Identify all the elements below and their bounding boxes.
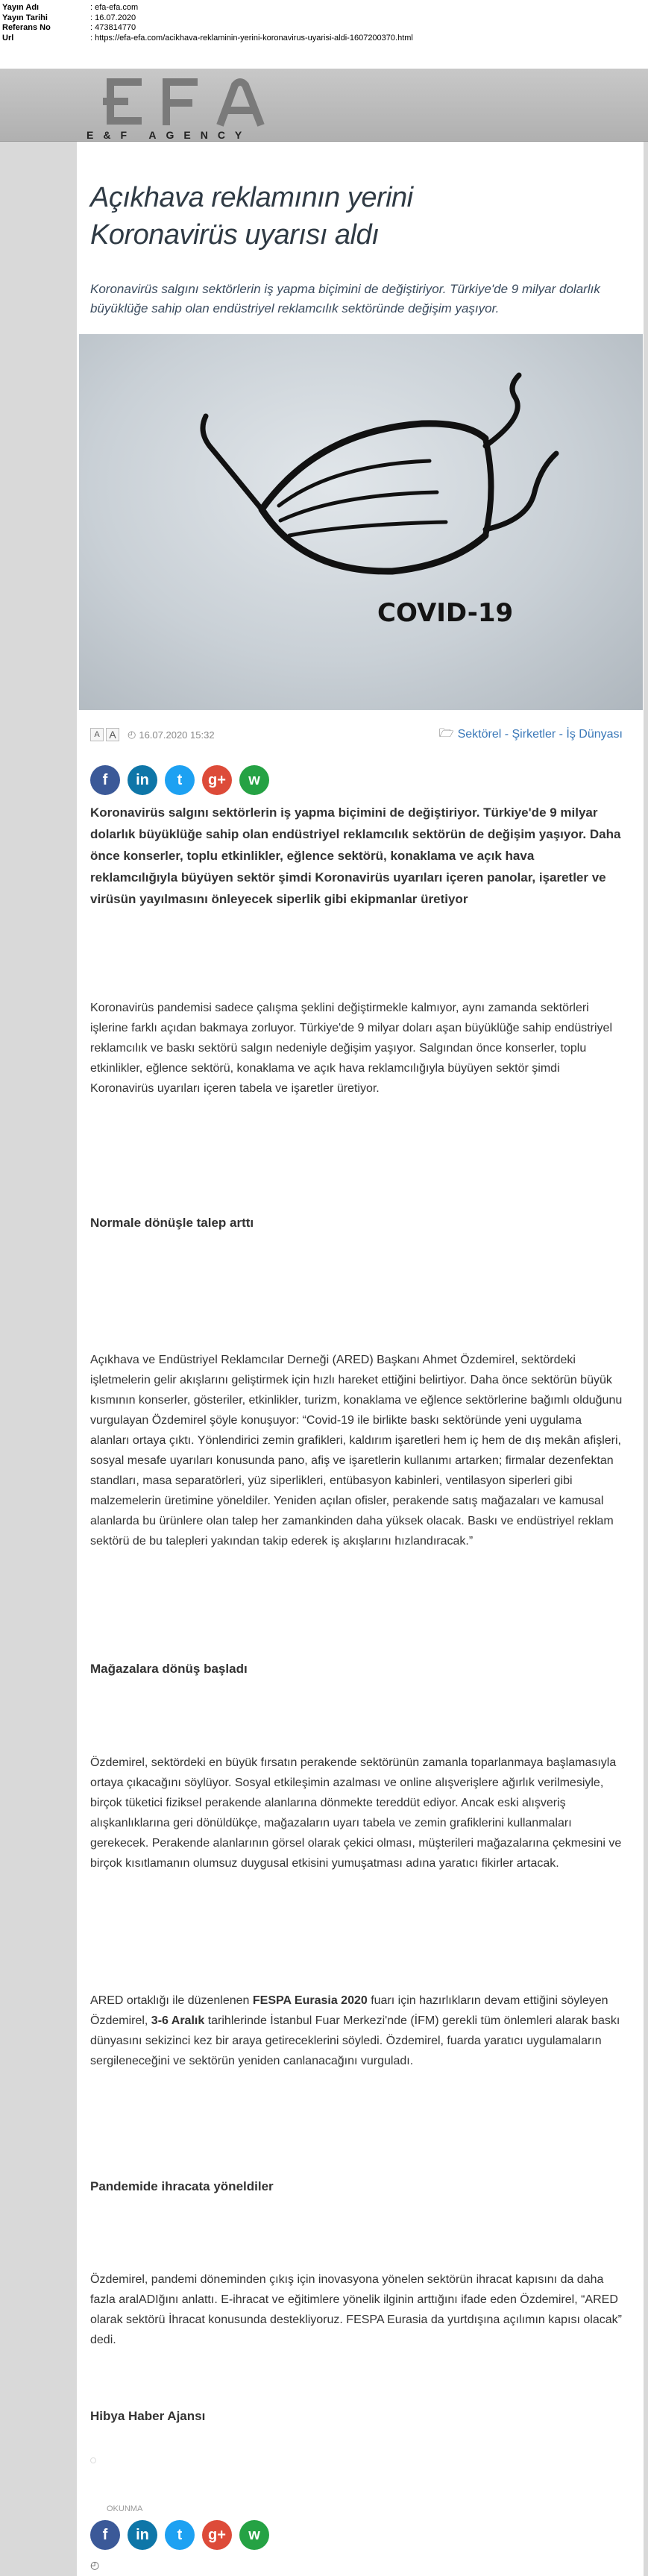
article-toolbar	[90, 723, 623, 746]
efa-logo-mark	[82, 69, 313, 142]
article-title	[90, 179, 623, 254]
covid-caption: COVID-19	[377, 598, 514, 628]
efa-logo[interactable]	[82, 69, 313, 142]
clock-icon: ◴	[90, 2559, 100, 2571]
category-link[interactable]	[439, 725, 623, 745]
twitter-share-button[interactable]	[165, 765, 195, 795]
whatsapp-share-button[interactable]	[239, 2520, 269, 2550]
category-text: Sektörel - Şirketler - İş Dünyası	[457, 728, 623, 741]
article-paragraph-2: Açıkhava ve Endüstriyel Reklamcılar Derneği (ARED) Başkanı Ahmet Özdemirel, sektördeki işletmelerin gelir akışlarını geliştirmek için hızlı hareket ettiğini belirtiyor. Daha önce sektörün büyük kısmının konserler, gösteriler, etkinlikler, turizm, konaklama ve eğlence sektörlerine bağımlı olduğunu vurgulayan Özdemirel şöyle konuşuyor: “Covid-19 ile birlikte baskı sektöründe yeni uygulama alanları ortaya çıktı. Yönlendirici zemin grafikleri, kaldırım işaretleri hem iç hem de dış mekân afişleri, sosyal mesafe uyarıları konusunda pano, afiş ve işaretlerin kullanımı artarken; firmalar dezenfektan standları, masa separatörleri, yüz siperlikleri, entübasyon kabinleri, ventilasyon siperleri gibi malzemelerin üretimine yöneldiler. Yeniden açılan ofisler, perakende satış mağazaları ve kamusal alanlarda bu ürünlere olan talep her zamankinden daha yüksek olacak. Baskı ve endüstriyel reklam sektörü de bu talepleri yakından takip ederek iş akışlarını hızlandıracak.”	[90, 1354, 623, 1548]
article-hero-image	[79, 334, 643, 710]
efa-tagline: E&F AGENCY	[86, 129, 252, 141]
p4-text-e: tarihlerinde İstanbul Fuar Merkezi'nde (İFM) gerekli tüm önlemleri alarak baskı dünyasını sekizinci kez bir araya getireceklerini söyledi. Özdemirel, fuarda yaratıcı uygulamaların sergileneceğini ve sektörün yeniden canlanacağını vurguladı.	[90, 2014, 620, 2067]
twitter-share-button[interactable]	[165, 2520, 195, 2550]
title-line-2: Koronavirüs uyarısı aldı	[90, 219, 380, 251]
facebook-icon: f	[102, 771, 108, 788]
googleplus-share-button[interactable]	[202, 765, 232, 795]
article-paragraph-3: Özdemirel, sektördeki en büyük fırsatın perakende sektörünün zamanla toparlanmaya başlamasıyla ortaya çıkacağını söylüyor. Sosyal etkileşimin azalması ve online alışverişlere ağırlık verilmesiyle, birçok tüketici fiziksel perakende alanlarına dönmekte tereddüt ediyor. Ancak eski alışveriş alışkanlıklarına geri dönüldükçe, mağazaların uyarı tabela ve zemin grafiklerini kullanmaları gerekecek. Perakende alanlarının görsel olarak çekici olması, müşterileri mağazalarına çekmesini ve birçok kısıtlamanın olumsuz duygusal etkisini yumuşatması adına yaratıcı fikirler artacak.	[90, 1756, 622, 1870]
meta-row-url	[2, 34, 648, 44]
meta-url-value[interactable]: : https://efa-efa.com/acikhava-reklaminin-yerini-koronavirus-uyarisi-aldi-1607200370.html	[90, 33, 413, 43]
googleplus-icon: g+	[208, 771, 226, 788]
clipping-metadata	[0, 0, 648, 69]
googleplus-share-button[interactable]	[202, 2520, 232, 2550]
linkedin-icon: in	[136, 2526, 149, 2543]
article-paragraph-5: Özdemirel, pandemi döneminden çıkış için inovasyona yönelen sektörün ihracat kapısını da daha fazla aralADIğını anlattı. E-ihracat ve eğitimlere yönelik ilginin arttığını ifade eden Özdemirel, “ARED olarak sektörü İhracat konusunda destekliyoruz. FESPA Eurasia da yurtdışına açılımın kapısı olacak” dedi.	[90, 2273, 622, 2346]
meta-value: : efa-efa.com	[90, 3, 139, 12]
font-increase-button[interactable]: A	[106, 728, 119, 741]
linkedin-icon: in	[136, 771, 149, 788]
read-count-label: OKUNMA	[107, 2504, 143, 2513]
p4-text-a: ARED ortaklığı ile düzenlenen	[90, 1994, 253, 2007]
meta-row-publication	[2, 3, 648, 13]
article-source: Hibya Haber Ajansı	[90, 2409, 206, 2423]
twitter-icon: t	[177, 2526, 183, 2543]
article-lead: Koronavirüs salgını sektörlerin iş yapma biçimini de değiştiriyor. Türkiye'de 9 milyar dolarlık büyüklüğe sahip olan endüstriyel reklamcılık sektörün de değişim yaşıyor. Daha önce konserler, toplu etkinlikler, eğlence sektörü, konaklama ve açık hava reklamcılığıyla büyüyen sektör şimdi Koronavirüs uyarıları içeren panolar, işaretler ve virüsün yayılmasını önleyecek siperlik gibi ekipmanlar üretiyor	[90, 805, 621, 906]
site-header	[0, 69, 648, 142]
share-bar-bottom	[90, 2520, 269, 2550]
folder-icon: 🗁	[438, 726, 454, 740]
article-summary: Koronavirüs salgını sektörlerin iş yapma biçimini de değiştiriyor. Türkiye'de 9 milyar dolarlık büyüklüğe sahip olan endüstriyel reklamcılık sektöründe değişim yaşıyor.	[90, 282, 600, 315]
p4-fair-name: FESPA Eurasia 2020	[252, 1994, 368, 2007]
meta-key: Url	[2, 33, 14, 43]
meta-key: Yayın Adı	[2, 3, 40, 12]
linkedin-share-button[interactable]	[128, 2520, 157, 2550]
meta-value: : 16.07.2020	[90, 13, 136, 22]
article-page	[77, 142, 644, 2576]
font-decrease-button[interactable]: A	[90, 728, 104, 741]
subheading-2: Mağazalara dönüş başladı	[90, 1662, 248, 1676]
article-paragraph-4	[90, 1991, 623, 2071]
p4-text-c: fuarı için hazırlıkların devam ettiğini söyleyen Özdemirel,	[90, 1994, 608, 2027]
publish-date	[128, 729, 215, 741]
subheading-1: Normale dönüşle talep arttı	[90, 1216, 254, 1230]
facebook-icon: f	[102, 2526, 108, 2543]
article-paragraph-1: Koronavirüs pandemisi sadece çalışma şeklini değiştirmekle kalmıyor, aynı zamanda sektörleri işlerine farklı açıdan bakmaya zorluyor. Türkiye'de 9 milyar doları aşan büyüklüğe sahip endüstriyel reklamcılık ve baskı sektörü salgın nedeniyle değişim yaşıyor. Salgından önce konserler, toplu etkinlikler, eğlence sektörü, konaklama ve açık hava reklamcılığıyla büyüyen sektör şimdi Koronavirüs uyarıları içeren tabela ve işaretler üretiyor.	[90, 1002, 612, 1095]
meta-row-date	[2, 13, 648, 24]
spacer-dot	[90, 2454, 623, 2461]
facebook-share-button[interactable]	[90, 765, 120, 795]
share-bar-top	[90, 765, 269, 795]
twitter-icon: t	[177, 771, 183, 788]
publish-date-text: 16.07.2020 15:32	[139, 729, 215, 741]
facebook-share-button[interactable]	[90, 2520, 120, 2550]
meta-key: Yayın Tarihi	[2, 13, 48, 22]
subheading-3: Pandemide ihracata yöneldiler	[90, 2179, 274, 2193]
title-line-1: Açıkhava reklamının yerini	[90, 182, 413, 213]
whatsapp-icon: w	[248, 2526, 260, 2543]
whatsapp-icon: w	[248, 771, 260, 788]
meta-value: : 473814770	[90, 23, 136, 32]
covid-mask-graffiti	[79, 334, 643, 710]
meta-key: Referans No	[2, 23, 51, 32]
googleplus-icon: g+	[208, 2526, 226, 2543]
whatsapp-share-button[interactable]	[239, 765, 269, 795]
linkedin-share-button[interactable]	[128, 765, 157, 795]
clock-icon: ◴	[128, 729, 136, 740]
p4-fair-dates: 3-6 Aralık	[151, 2014, 205, 2027]
meta-row-reference	[2, 23, 648, 34]
